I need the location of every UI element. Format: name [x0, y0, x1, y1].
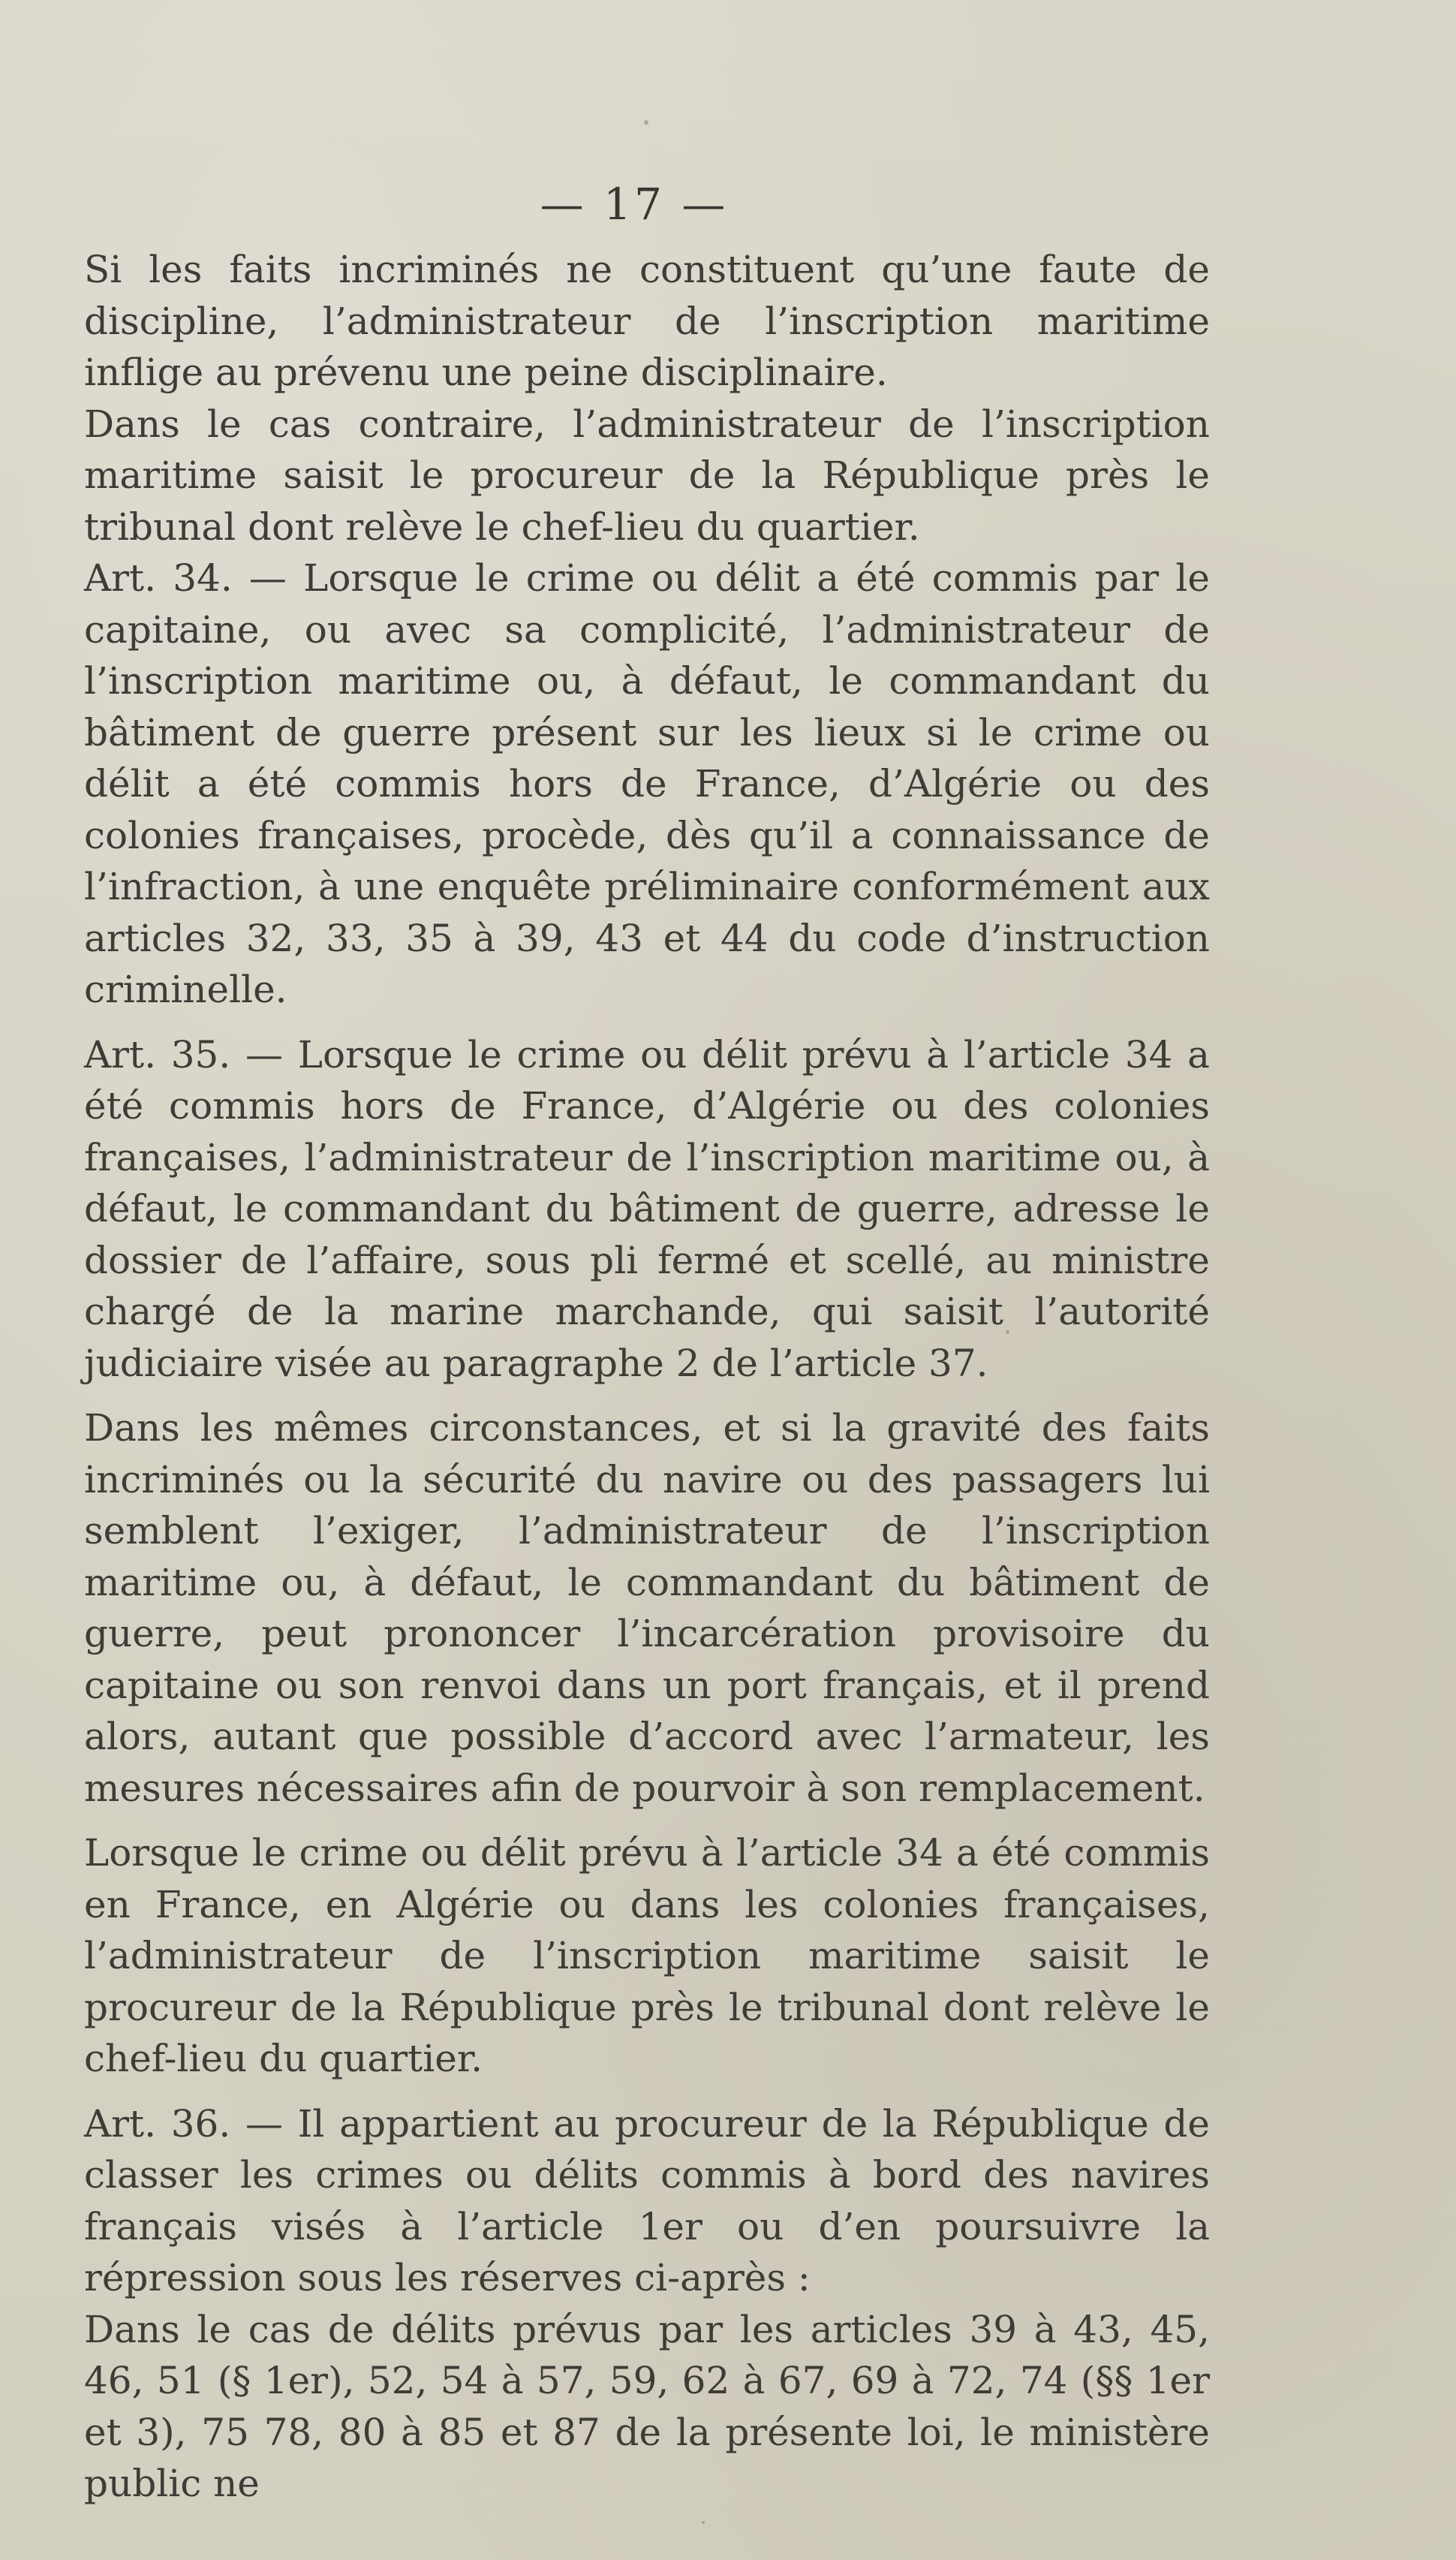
paper-speck [702, 2521, 705, 2524]
paragraph-cas-de-delits: Dans le cas de délits prévus par les articles 39 à 43, 45, 46, 51 (§ 1er), 52, 54 à 57, 59, 62 à 67, 69 à 72, 74 (§§ 1er et 3), 75 78, 80 à 85 et 87 de la présente loi, le ministère public ne [84, 2307, 1210, 2505]
body-text [84, 244, 1210, 2510]
paragraph-art-36: Art. 36. — Il appartient au procureur de la République de classer les crimes ou délits commis à bord des navires français visés à l’article 1er ou d’en poursuivre la répression sous les réserves ci-après : [84, 2101, 1210, 2299]
paragraph-cas-contraire: Dans le cas contraire, l’administrateur de l’inscription maritime saisit le procureur de la République près le tribunal dont relève le chef-lieu du quartier. [84, 402, 1210, 549]
paragraph-art-35: Art. 35. — Lorsque le crime ou délit prévu à l’article 34 a été commis hors de France, d’Algérie ou des colonies françaises, l’administrateur de l’inscription maritime ou, à défaut, le commandant du bâtiment de guerre, adresse le dossier de l’affaire, sous pli fermé et scellé, au ministre chargé de la marine marchande, qui saisit l’autorité judiciaire visée au paragraphe 2 de l’article 37. [84, 1032, 1210, 1385]
paper-speck [1006, 1330, 1009, 1334]
paper-speck [644, 120, 648, 125]
paragraph-discipline: Si les faits incriminés ne constituent qu’une faute de discipline, l’administrateur de l’inscription maritime inflige au prévenu une peine disciplinaire. [84, 248, 1210, 394]
page-number: — 17 — [540, 179, 729, 230]
paragraph-memes-circonstances: Dans les mêmes circonstances, et si la gravité des faits incriminés ou la sécurité du navire ou des passagers lui semblent l’exiger, l’administrateur de l’inscription maritime ou, à défaut, le commandant du bâtiment de guerre, peut prononcer l’incarcération provisoire du capitaine ou son renvoi dans un port français, et il prend alors, autant que possible d’accord avec l’armateur, les mesures nécessaires afin de pourvoir à son remplacement. [84, 1406, 1210, 1810]
paragraph-art-34: Art. 34. — Lorsque le crime ou délit a été commis par le capitaine, ou avec sa complicité, l’administrateur de l’inscription maritime ou, à défaut, le commandant du bâtiment de guerre présent sur les lieux si le crime ou délit a été commis hors de France, d’Algérie ou des colonies françaises, procède, dès qu’il a connaissance de l’infraction, à une enquête préliminaire conformément aux articles 32, 33, 35 à 39, 43 et 44 du code d’instruction criminelle. [84, 556, 1210, 1011]
paragraph-commis-en-france: Lorsque le crime ou délit prévu à l’article 34 a été commis en France, en Algérie ou dans les colonies françaises, l’administrateur de l’inscription maritime saisit le procureur de la République près le tribunal dont relève le chef-lieu du quartier. [84, 1831, 1210, 2080]
